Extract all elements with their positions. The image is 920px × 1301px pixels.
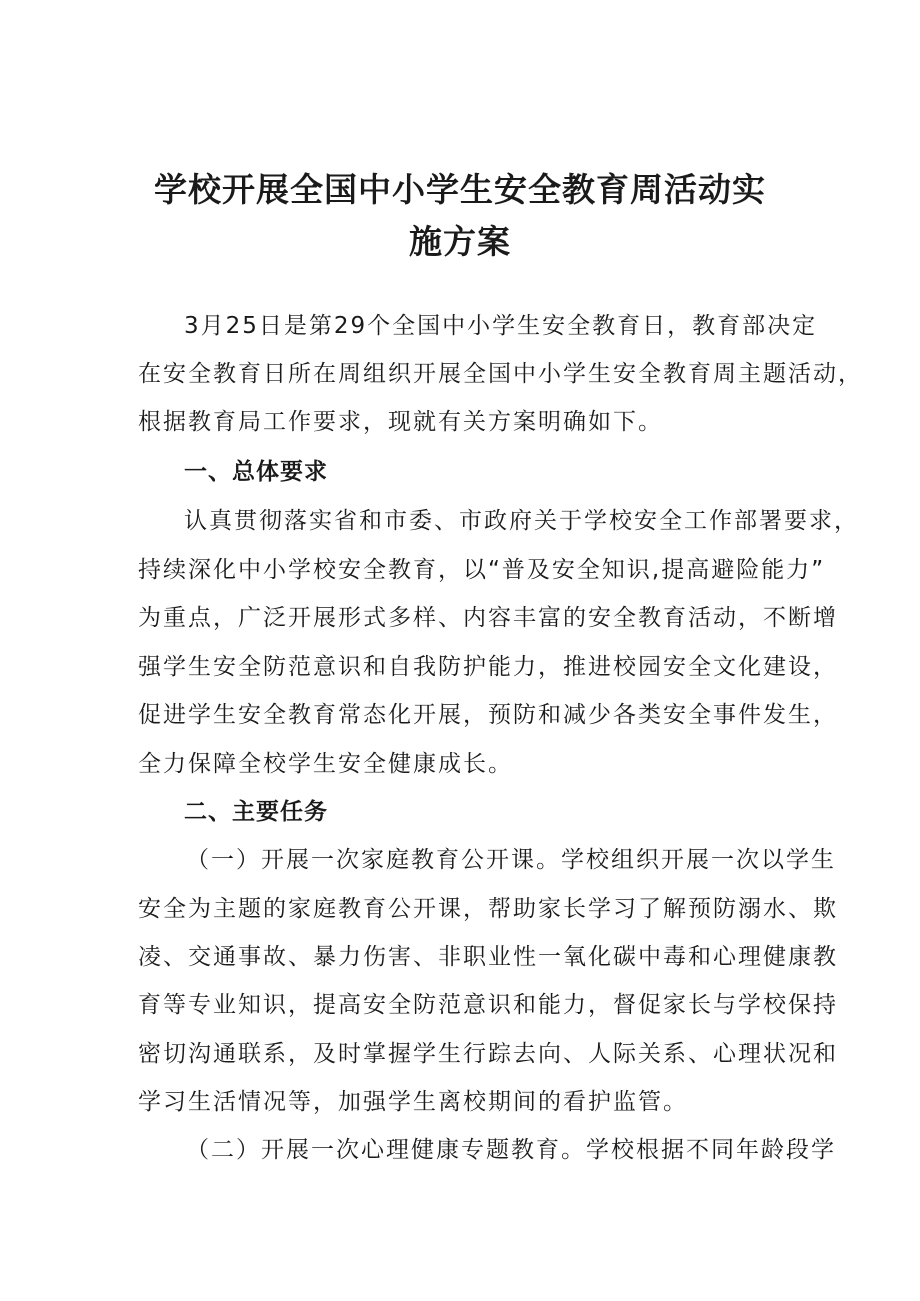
- section-heading-overall-requirements: 一、总体要求: [184, 459, 328, 485]
- task1-line: 育等专业知识，提高安全防范意识和能力，督促家长与学校保持: [138, 992, 838, 1018]
- section1-line: 认真贯彻落实省和市委、市政府关于学校安全工作部署要求，: [184, 508, 859, 534]
- task1-line: 凌、交通事故、暴力伤害、非职业性一氧化碳中毒和心理健康教: [138, 944, 838, 970]
- section1-line: 促进学生安全教育常态化开展，预防和减少各类安全事件发生，: [138, 702, 838, 728]
- task1-line: （一）开展一次家庭教育公开课。学校组织开展一次以学生: [186, 847, 836, 873]
- intro-line: 在安全教育日所在周组织开展全国中小学生安全教育周主题活动，: [138, 361, 863, 387]
- task2-line: （二）开展一次心理健康专题教育。学校根据不同年龄段学: [186, 1137, 836, 1163]
- section-heading-main-tasks: 二、主要任务: [184, 799, 328, 825]
- section1-line: 为重点，广泛开展形式多样、内容丰富的安全教育活动，不断增: [138, 605, 838, 631]
- task1-line: 安全为主题的家庭教育公开课，帮助家长学习了解预防溺水、欺: [138, 896, 838, 922]
- intro-line: 3月25日是第29个全国中小学生安全教育日，教育部决定: [184, 313, 818, 339]
- document-title-line-2: 施方案: [409, 222, 511, 261]
- document-title-line-1: 学校开展全国中小学生安全教育周活动实: [154, 170, 766, 209]
- section1-line: 全力保障全校学生安全健康成长。: [138, 751, 513, 777]
- section1-line: 持续深化中小学校安全教育，以“普及安全知识,提高避险能力”: [138, 557, 826, 583]
- section1-line: 强学生安全防范意识和自我防护能力，推进校园安全文化建设，: [138, 654, 838, 680]
- task1-line: 学习生活情况等，加强学生离校期间的看护监管。: [138, 1089, 688, 1115]
- intro-line: 根据教育局工作要求，现就有关方案明确如下。: [138, 409, 663, 435]
- task1-line: 密切沟通联系，及时掌握学生行踪去向、人际关系、心理状况和: [138, 1041, 838, 1067]
